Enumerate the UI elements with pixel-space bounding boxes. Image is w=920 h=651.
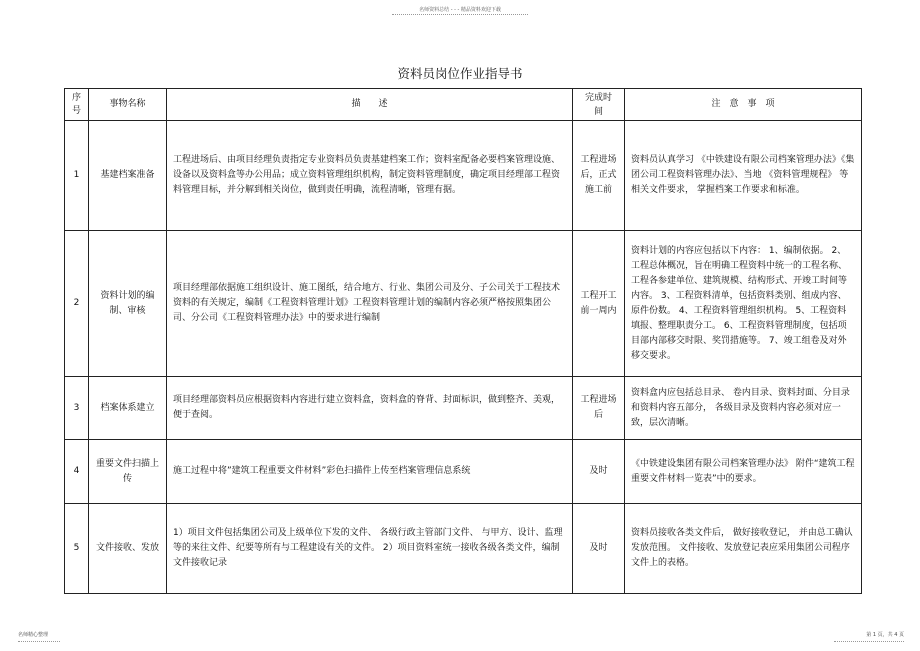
- row-index: 2: [65, 231, 89, 377]
- row-index: 5: [65, 504, 89, 594]
- row-time: 及时: [573, 504, 625, 594]
- row-description: 施工过程中将”建筑工程重要文件材料”彩色扫描件上传至档案管理信息系统: [167, 440, 573, 504]
- row-time: 工程进场后，正式施工前: [573, 121, 625, 231]
- table-row: [65, 377, 862, 440]
- row-description: 工程进场后、由项目经理负责指定专业资料员负责基建档案工作；资料室配备必要档案管理设施、设备以及资料盒等办公用品；成立资料管理组织机构，制定资料管理制度，确定项目经理部工程资料管理目标，并分解到相关岗位，做到责任明确，流程清晰，管理有据。: [167, 121, 573, 231]
- row-description: 1）项目文件包括集团公司及上级单位下发的文件、 各级行政主管部门文件、 与甲方、设计、监理等的来往文件、纪要等所有与工程建设有关的文件。 2）项目资料室统一接收各级各类文件，编制文件接收记录: [167, 504, 573, 594]
- row-notes: 资料盒内应包括总目录、 卷内目录、资料封面、分目录和资料内容五部分， 各级目录及资料内容必须对应一致，层次清晰。: [625, 377, 862, 440]
- row-name: 档案体系建立: [89, 377, 167, 440]
- column-header-time: 完成时间: [573, 89, 625, 121]
- document-title: 资料员岗位作业指导书: [397, 66, 523, 81]
- footer-left-caption: 名师精心整理: [18, 632, 49, 638]
- row-name: 文件接收、发放: [89, 504, 167, 594]
- row-name: 重要文件扫描上传: [89, 440, 167, 504]
- table-row: [65, 440, 862, 504]
- work-instruction-table: [64, 88, 862, 594]
- row-time: 工程进场后: [573, 377, 625, 440]
- row-notes: 资料员认真学习 《中铁建设有限公司档案管理办法》《集团公司工程资料管理办法》、当地 《资料管理规程》 等相关文件要求， 掌握档案工作要求和标准。: [625, 121, 862, 231]
- column-header-description: 描 述: [167, 89, 573, 121]
- table-header-row: [65, 89, 862, 121]
- row-time: 及时: [573, 440, 625, 504]
- table-row: [65, 231, 862, 377]
- footer-page-number: 第 1 页，共 4 页: [866, 632, 904, 638]
- table-row: [65, 121, 862, 231]
- row-index: 1: [65, 121, 89, 231]
- footer-right-dotted-divider: [834, 641, 904, 642]
- row-notes: 《中铁建设集团有限公司档案管理办法》 附件“建筑工程重要文件材料一览表”中的要求。: [625, 440, 862, 504]
- row-notes: 资料员接收各类文件后， 做好接收登记， 并由总工确认发放范围。 文件接收、发放登记表应采用集团公司程序文件上的表格。: [625, 504, 862, 594]
- row-name: 资料计划的编制、审核: [89, 231, 167, 377]
- row-time: 工程开工前一周内: [573, 231, 625, 377]
- column-header-notes: 注 意 事 项: [625, 89, 862, 121]
- footer-left-dotted-divider: [18, 641, 60, 642]
- row-index: 3: [65, 377, 89, 440]
- row-name: 基建档案准备: [89, 121, 167, 231]
- row-description: 项目经理部依据施工组织设计、施工图纸，结合地方、行业、集团公司及分、子公司关于工程技术资料的有关规定，编制《工程资料管理计划》工程资料管理计划的编制内容必须严格按照集团公司、分公司《工程资料管理办法》中的要求进行编制: [167, 231, 573, 377]
- row-notes: 资料计划的内容应包括以下内容： 1、编制依据。 2、工程总体概况，旨在明确工程资料中统一的工程名称、工程各参建单位、建筑规模、结构形式、开竣工时间等内容。 3、工程资料清单，包括资料类别、组成内容、原件份数。 4、工程资料管理组织机构。 5、工程资料填报、整理职责分工。 6、工程资料管理制度，包括项目部内部移交时限、奖罚措施等。 7、竣工组卷及对外移交要求。: [625, 231, 862, 377]
- row-description: 项目经理部资料员应根据资料内容进行建立资料盒，资料盒的脊背、封面标识，做到整齐、美观，便于查阅。: [167, 377, 573, 440]
- top-dotted-divider: [392, 14, 528, 15]
- row-index: 4: [65, 440, 89, 504]
- page-top-caption: 名师资料总结 - - - 精品资料欢迎下载: [419, 7, 501, 13]
- column-header-name: 事物名称: [89, 89, 167, 121]
- table-row: [65, 504, 862, 594]
- column-header-index: 序号: [65, 89, 89, 121]
